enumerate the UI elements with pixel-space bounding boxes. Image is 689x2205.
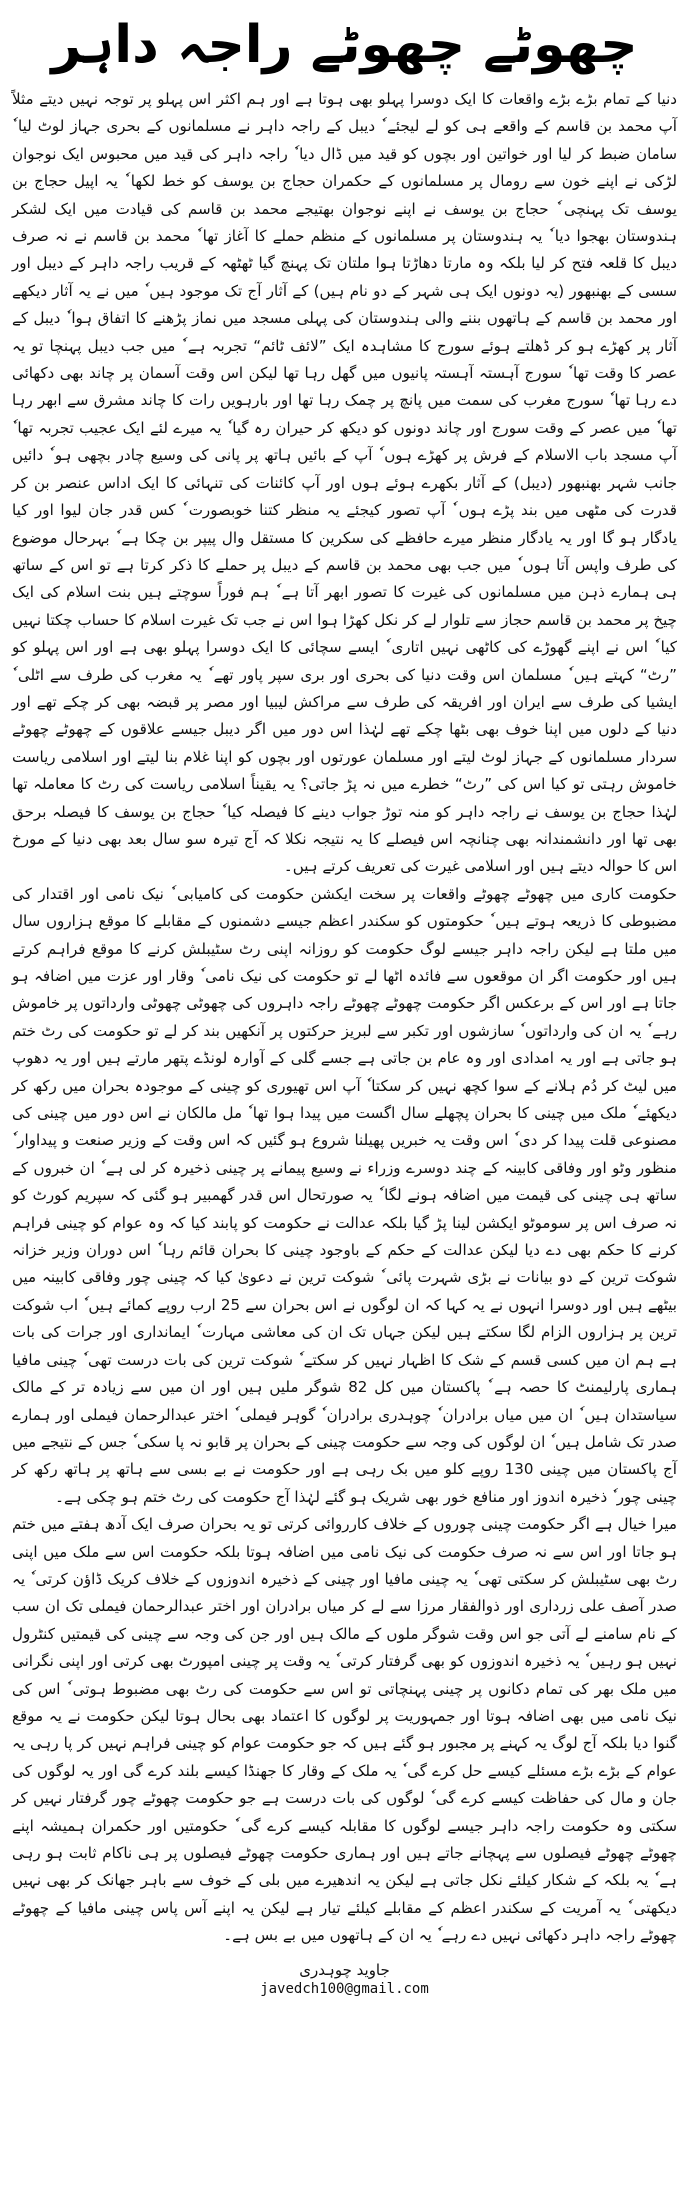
author-name: جاوید چوہدری [299, 1960, 390, 1979]
byline [12, 1960, 677, 1998]
headline: چھوٹے چھوٹے راجہ داہر [51, 15, 638, 75]
author-email[interactable]: javedch100@gmail.com [260, 1980, 429, 1997]
paragraph-1: دنیا کے تمام بڑے بڑے واقعات کا ایک دوسرا پہلو بھی ہوتا ہے اور ہم اکثر اس پہلو پر توجہ نہیں دیتے مثلاً آپ محمد بن قاسم کے واقعے ہی کو لے لیجئے ٗ دیبل کے راجہ داہر نے مسلمانوں کے بحری جہاز لوٹ لیا ٗ سامان ضبط کر لیا اور خواتین اور بچوں کو قید میں ڈال دیا ٗ راجہ داہر کی قید میں محبوس ایک نوجوان لڑکی نے اپنے خون سے رومال پر مسلمانوں کے حکمران حجاج بن یوسف کو خط لکھا ٗ یہ اپیل حجاج بن یوسف تک پہنچی ٗ حجاج بن یوسف نے اپنے نوجوان بھتیجے محمد بن قاسم کی قیادت میں ایک لشکر ہندوستان بھجوا دیا ٗ یہ ہندوستان پر مسلمانوں کے منظم حملے کا آغاز تھا ٗ محمد بن قاسم نے نہ صرف دیبل کا قلعہ فتح کر لیا بلکہ وہ مارتا دھاڑتا ہوا ملتان تک پہنچ گیا ٹھٹھہ کے قریب راجہ داہر کے دیبل اور سسی کے بھنبھور (یہ دونوں ایک ہی شہر کے دو نام ہیں) کے آثار آج تک موجود ہیں ٗ میں نے یہ آثار دیکھے اور محمد بن قاسم کے ہاتھوں بننے والی ہندوستان کی پہلی مسجد میں نماز پڑھنے کا اتفاق ہوا ٗ دیبل کے آثار پر کھڑے ہو کر ڈھلتے ہوئے سورج کا مشاہدہ ایک ”لائف ٹائم“ تجربہ ہے ٗ میں جب دیبل پہنچا تو یہ عصر کا وقت تھا ٗ سورج آہستہ آہستہ پانیوں میں گھل رہا تھا لیکن اس وقت آسمان پر چاند بھی دکھائی دے رہا تھا ٗ سورج مغرب کی سمت میں پانچ پر چمک رہا تھا اور بارہویں رات کا چاند مشرق سے ابھر رہا تھا ٗ میں عصر کے وقت سورج اور چاند دونوں کو دیکھ کر حیران رہ گیا ٗ یہ میرے لئے ایک عجیب تجربہ تھا ٗ آپ مسجد باب الاسلام کے فرش پر کھڑے ہوں ٗ آپ کے بائیں ہاتھ پر پانی کی وسیع چادر بچھی ہو ٗ دائیں جانب شہر بھنبھور (دیبل) کے آثار بکھرے ہوئے ہوں اور آپ کائنات کی تنہائی کا ایک اداس عنصر بن کر قدرت کی مٹھی میں بند پڑے ہوں ٗ آپ تصور کیجئے یہ منظر کتنا خوبصورت ٗ کس قدر جان لیوا اور کیا یادگار ہو گا اور یہ یادگار منظر میرے حافظے کی سکرین کا مستقل وال پیپر بن چکا ہے ٗ بہرحال موضوع کی طرف واپس آتا ہوں ٗ میں جب بھی محمد بن قاسم کے دیبل پر حملے کا ذکر کرتا ہے تو اس کے ساتھ ہی ہمارے ذہن میں مسلمانوں کی غیرت کا تصور ابھر آتا ہے ٗ ہم فوراً سوچتے ہیں بنت اسلام کی ایک چیخ پر محمد بن قاسم حجاز سے تلوار لے کر نکل کھڑا ہوا اس نے جب تک غیرت اسلام کا حساب چکتا نہیں کیا ٗ اس نے اپنے گھوڑے کی کاٹھی نہیں اتاری ٗ ایسے سچائی کا ایک دوسرا پہلو بھی ہے اور اس پہلو کو ”رٹ“ کہتے ہیں ٗ مسلمان اس وقت دنیا کی بحری اور بری سپر پاور تھے ٗ یہ مغرب کی طرف سے اٹلی ٗ ایشیا کی طرف سے ایران اور افریقہ کی طرف سے مراکش لیبیا اور مصر پر قبضہ بھی کر چکے تھے اور دنیا کے دلوں میں اپنا خوف بھی بٹھا چکے تھے لہٰذا اس دور میں اگر دیبل جیسے علاقوں کے چھوٹے چھوٹے سردار مسلمانوں کے جہاز لوٹ لیتے اور مسلمان عورتوں اور بچوں کو اپنا غلام بنا لیتے اور اسلامی ریاست خاموش رہتی تو کیا اس کی ”رٹ“ خطرے میں نہ پڑ جاتی؟ یہ یقیناً اسلامی ریاست کی رٹ کا معاملہ تھا لہٰذا حجاج بن یوسف نے راجہ داہر کو منہ توڑ جواب دینے کا فیصلہ کیا ٗ حجاج بن یوسف کا فیصلہ برحق بھی تھا اور دانشمندانہ بھی چنانچہ اس فیصلے کا یہ نتیجہ نکلا کہ آج تیرہ سو سال بعد بھی دنیا کے مورخ اس کا حوالہ دیتے ہیں اور اسلامی غیرت کی تعریف کرتے ہیں۔ [12, 90, 677, 876]
headline-block [12, 4, 677, 86]
paragraph-3: میرا خیال ہے اگر حکومت چینی چوروں کے خلاف کارروائی کرتی تو یہ بحران صرف ایک آدھ ہفتے میں ختم ہو جاتا اور اس سے نہ صرف حکومت کی نیک نامی میں اضافہ ہوتا بلکہ حکومت اس سے ملک میں اپنی رٹ بھی سٹیبلش کر سکتی تھی ٗ یہ چینی مافیا اور چینی کے ذخیرہ اندوزوں کے خلاف کریک ڈاؤن کرتی ٗ یہ صدر آصف علی زرداری اور ذوالفقار مرزا سے لے کر میاں برادران اور اختر عبدالرحمان فیملی تک ان سب کے نام سامنے لے آتی جو اس وقت شوگر ملوں کے مالک ہیں اور جن کی وجہ سے چینی کی قیمتیں کنٹرول نہیں ہو رہیں ٗ یہ ذخیرہ اندوزوں کو بھی گرفتار کرتی ٗ یہ وقت پر چینی امپورٹ بھی کرتی اور اپنی نگرانی میں ملک بھر کی تمام دکانوں پر چینی پہنچاتی تو اس سے حکومت کی رٹ بھی مضبوط ہوتی ٗ اس کی نیک نامی میں بھی اضافہ ہوتا اور جمہوریت پر لوگوں کا اعتماد بھی بحال ہوتا لیکن حکومت نے یہ موقع گنوا دیا بلکہ آج لوگ یہ کہنے پر مجبور ہو گئے ہیں کہ جو حکومت عوام کو چینی فراہم نہیں کر پا رہی یہ عوام کے بڑے بڑے مسئلے کیسے حل کرے گی ٗ یہ ملک کے وقار کا جھنڈا کیسے بلند کرے گی اور یہ لوگوں کی جان و مال کی حفاظت کیسے کرے گی ٗ لوگوں کی بات درست ہے جو حکومت چھوٹے چور گرفتار نہیں کر سکتی وہ حکومت راجہ داہر جیسے لوگوں کا مقابلہ کیسے کرے گی ٗ حکومتیں اور حکمران ہمیشہ اپنے چھوٹے چھوٹے فیصلوں سے پہچانے جاتے ہیں اور ہماری حکومت چھوٹے فیصلوں پر ہی ناکام ثابت ہو رہی ہے ٗ یہ بلکہ کے شکار کیلئے نکل جاتی ہے لیکن یہ اندھیرے میں بلی کے خوف سے باہر جھانک کر بھی نہیں دیکھتی ٗ یہ آمریت کے سکندر اعظم کے مقابلے کیلئے تیار ہے لیکن یہ اپنے آس پاس چینی مافیا کے چھوٹے چھوٹے راجہ داہر دکھائی نہیں دے رہے ٗ یہ ان کے ہاتھوں میں بے بس ہے۔ [12, 1515, 677, 1945]
article-body [12, 86, 677, 1950]
paragraph-2: حکومت کاری میں چھوٹے چھوٹے واقعات پر سخت ایکشن حکومت کی کامیابی ٗ نیک نامی اور اقتدار کی مضبوطی کا ذریعہ ہوتے ہیں ٗ حکومتوں کو سکندر اعظم جیسے دشمنوں کے مقابلے کا موقع ہزاروں سال میں ملتا ہے لیکن راجہ داہر جیسے لوگ حکومت کو روزانہ اپنی رٹ سٹیبلش کرنے کا موقع فراہم کرتے ہیں اور حکومت اگر ان موقعوں سے فائدہ اٹھا لے تو حکومت کی نیک نامی ٗ وقار اور عزت میں اضافہ ہو جاتا ہے اور اس کے برعکس اگر حکومت چھوٹے چھوٹے راجہ داہروں کی چھوٹی چھوٹی وارداتوں پر خاموش رہے ٗ یہ ان کی وارداتوں ٗ سازشوں اور تکبر سے لبریز حرکتوں پر آنکھیں بند کر لے تو حکومت کی رٹ ختم ہو جاتی ہے اور یہ امدادی اور وہ عام بن جاتی ہے جسے گلی کے آوارہ لونڈے پتھر مارتے ہیں اور یہ دھوپ میں لیٹ کر دُم ہلانے کے سوا کچھ نہیں کر سکتا ٗ آپ اس تھیوری کو چینی کے موجودہ بحران میں رکھ کر دیکھئے ٗ ملک میں چینی کا بحران پچھلے سال اگست میں پیدا ہوا تھا ٗ مل مالکان نے اس دور میں چینی کی مصنوعی قلت پیدا کر دی ٗ اس وقت یہ خبریں پھیلنا شروع ہو گئیں کہ اس وقت کے وزیر صنعت و پیداوار ٗ منظور وٹو اور وفاقی کابینہ کے چند دوسرے وزراء نے وسیع پیمانے پر چینی ذخیرہ کر لی ہے ٗ ان خبروں کے ساتھ ہی چینی کی قیمت میں اضافہ ہونے لگا ٗ یہ صورتحال اس قدر گھمبیر ہو گئی کہ سپریم کورٹ کو نہ صرف اس پر سوموٹو ایکشن لینا پڑ گیا بلکہ عدالت نے حکومت کو پابند کیا کہ وہ عوام کو چینی فراہم کرنے کا حکم بھی دے دیا لیکن عدالت کے حکم کے باوجود چینی کا بحران قائم رہا ٗ اس دوران وزیر خزانہ شوکت ترین کے دو بیانات نے بڑی شہرت پائی ٗ شوکت ترین نے دعویٰ کیا کہ چینی چور وفاقی کابینہ میں بیٹھے ہیں اور دوسرا انہوں نے یہ کہا کہ ان لوگوں نے اس بحران سے 25 ارب روپے کمائے ہیں ٗ اب شوکت ترین پر ہزاروں الزام لگا سکتے ہیں لیکن جہاں تک ان کی معاشی مہارت ٗ ایمانداری اور جرات کی بات ہے ہم ان میں کسی قسم کے شک کا اظہار نہیں کر سکتے ٗ شوکت ترین کی بات درست تھی ٗ چینی مافیا ہماری پارلیمنٹ کا حصہ ہے ٗ پاکستان میں کل 82 شوگر ملیں ہیں اور ان میں سے زیادہ تر کے مالک سیاستدان ہیں ٗ ان میں میاں برادران ٗ چوہدری برادران ٗ گوہر فیملی ٗ اختر عبدالرحمان فیملی اور ہمارے صدر تک شامل ہیں ٗ ان لوگوں کی وجہ سے حکومت چینی کے بحران پر قابو نہ پا سکی ٗ جس کے نتیجے میں آج پاکستان میں چینی 130 روپے کلو میں بک رہی ہے اور حکومت نے بے بسی سے ہاتھ پر ہاتھ رکھ کر چینی چور ٗ ذخیرہ اندوز اور منافع خور بھی شریک ہو گئے لہٰذا آج حکومت کی رٹ ختم ہو چکی ہے۔ [12, 884, 678, 1506]
